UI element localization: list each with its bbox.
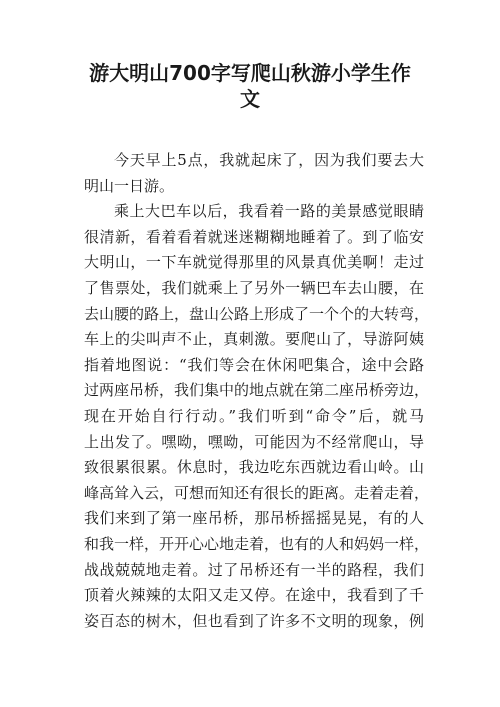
text-line: 很清新，看着看着就迷迷糊糊地睡着了。到了临安 — [84, 227, 424, 246]
text-line: 去山腰的路上，盘山公路上形成了一个个的大转弯， — [84, 304, 430, 323]
text-line: 大明山，一下车就觉得那里的风景真优美啊！走过 — [84, 253, 424, 272]
text-line: 上出发了。嘿呦，嘿呦，可能因为不经常爬山，导 — [84, 432, 424, 451]
text-line: 了售票处，我们就乘上了另外一辆巴车去山腰，在 — [84, 278, 424, 297]
title-line: 游大明山700字写爬山秋游小学生作 — [89, 61, 411, 85]
text-line: 顶着火辣辣的太阳又走又停。在途中，我看到了千 — [84, 586, 424, 605]
text-line: 乘上大巴车以后，我看着一路的美景感觉眼睛 — [114, 202, 424, 221]
text-line: 我们来到了第一座吊桥，那吊桥摇摇晃晃，有的人 — [84, 509, 424, 528]
text-line: 明山一日游。 — [84, 176, 175, 195]
text-line: 现在开始自行行动。”我们听到“命令”后，就马 — [84, 406, 424, 425]
text-line: 姿百态的树木，但也看到了许多不文明的现象，例 — [84, 611, 424, 630]
text-line: 战战兢兢地走着。过了吊桥还有一半的路程，我们 — [84, 560, 424, 579]
text-line: 指着地图说：“我们等会在休闲吧集合，途中会路 — [84, 355, 424, 374]
text-line: 过两座吊桥，我们集中的地点就在第二座吊桥旁边， — [84, 381, 430, 400]
body-text — [84, 148, 430, 634]
document-title — [60, 60, 440, 112]
text-line: 车上的尖叫声不止，真刺激。要爬山了，导游阿姨 — [84, 330, 424, 349]
text-line: 致很累很累。休息时，我边吃东西就边看山岭。山 — [84, 458, 424, 477]
text-line: 今天早上5点，我就起床了，因为我们要去大 — [114, 151, 424, 169]
title-line: 文 — [240, 87, 260, 111]
text-line: 和我一样，开开心心地走着，也有的人和妈妈一样， — [84, 534, 430, 553]
text-line: 峰高耸入云，可想而知还有很长的距离。走着走着， — [84, 483, 430, 502]
